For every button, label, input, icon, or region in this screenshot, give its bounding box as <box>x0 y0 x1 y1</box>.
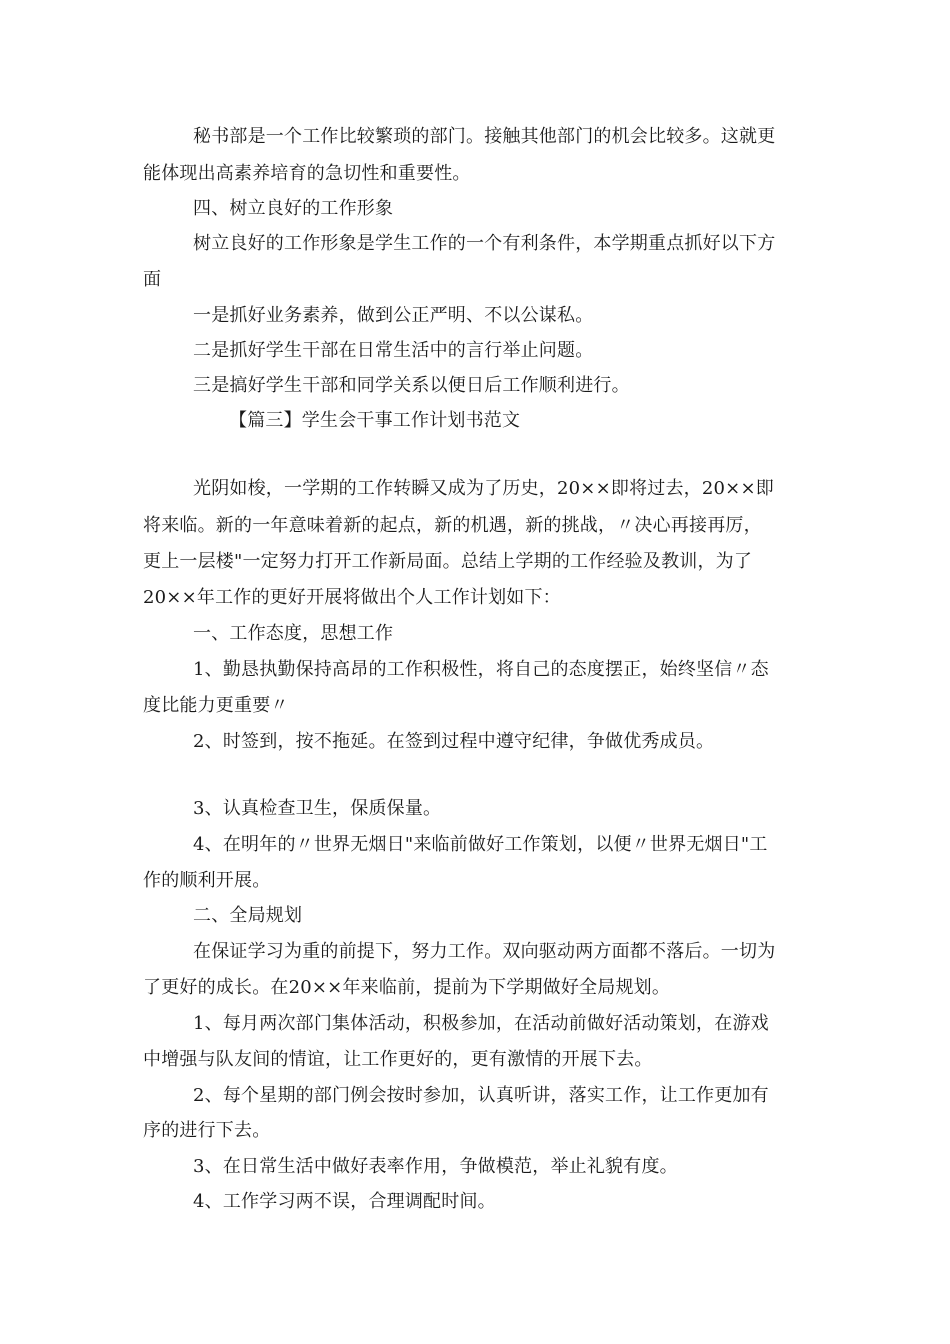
paragraph-line: 将来临。新的一年意味着新的起点，新的机遇，新的挑战，〃决心再接再厉， <box>143 515 762 536</box>
list-item: 3、在日常生活中做好表率作用，争做模范，举止礼貌有度。 <box>193 1156 678 1177</box>
list-item: 4、工作学习两不误，合理调配时间。 <box>193 1191 496 1212</box>
paragraph-line: 面 <box>143 269 162 290</box>
paragraph-line: 20××年工作的更好开展将做出个人工作计划如下： <box>143 587 561 608</box>
list-item: 二是抓好学生干部在日常生活中的言行举止问题。 <box>193 340 594 361</box>
list-item: 三是搞好学生干部和同学关系以便日后工作顺利进行。 <box>193 375 630 396</box>
paragraph-line: 中增强与队友间的情谊，让工作更好的，更有激情的开展下去。 <box>143 1049 653 1070</box>
list-item: 1、每月两次部门集体活动，积极参加，在活动前做好活动策划，在游戏 <box>193 1013 769 1034</box>
paragraph-line: 更上一层楼"一定努力打开工作新局面。总结上学期的工作经验及教训，为了 <box>143 551 753 572</box>
list-item: 2、每个星期的部门例会按时参加，认真听讲，落实工作，让工作更加有 <box>193 1085 769 1106</box>
paragraph-line: 秘书部是一个工作比较繁琐的部门。接触其他部门的机会比较多。这就更 <box>193 126 776 147</box>
paragraph-line: 序的进行下去。 <box>143 1120 271 1141</box>
paragraph-line: 了更好的成长。在20××年来临前，提前为下学期做好全局规划。 <box>143 977 671 998</box>
list-item: 3、认真检查卫生，保质保量。 <box>193 798 442 819</box>
section-heading: 二、全局规划 <box>193 905 303 926</box>
list-item: 4、在明年的〃世界无烟日"来临前做好工作策划，以便〃世界无烟日"工 <box>193 834 768 855</box>
paragraph-line: 能体现出高素养培育的急切性和重要性。 <box>143 163 471 184</box>
article-title: 【篇三】学生会干事工作计划书范文 <box>229 410 521 431</box>
paragraph-line: 在保证学习为重的前提下，努力工作。双向驱动两方面都不落后。一切为 <box>193 941 776 962</box>
section-heading: 四、树立良好的工作形象 <box>193 198 394 219</box>
list-item: 1、勤恳执勤保持高昂的工作积极性，将自己的态度摆正，始终坚信〃态 <box>193 659 769 680</box>
paragraph-line: 光阴如梭，一学期的工作转瞬又成为了历史，20××即将过去，20××即 <box>193 478 774 499</box>
paragraph-line: 作的顺利开展。 <box>143 870 271 891</box>
list-item: 2、时签到，按不拖延。在签到过程中遵守纪律，争做优秀成员。 <box>193 731 715 752</box>
paragraph-line: 树立良好的工作形象是学生工作的一个有利条件，本学期重点抓好以下方 <box>193 233 776 254</box>
list-item: 一是抓好业务素养，做到公正严明、不以公谋私。 <box>193 305 594 326</box>
section-heading: 一、工作态度，思想工作 <box>193 623 394 644</box>
paragraph-line: 度比能力更重要〃 <box>143 695 289 716</box>
